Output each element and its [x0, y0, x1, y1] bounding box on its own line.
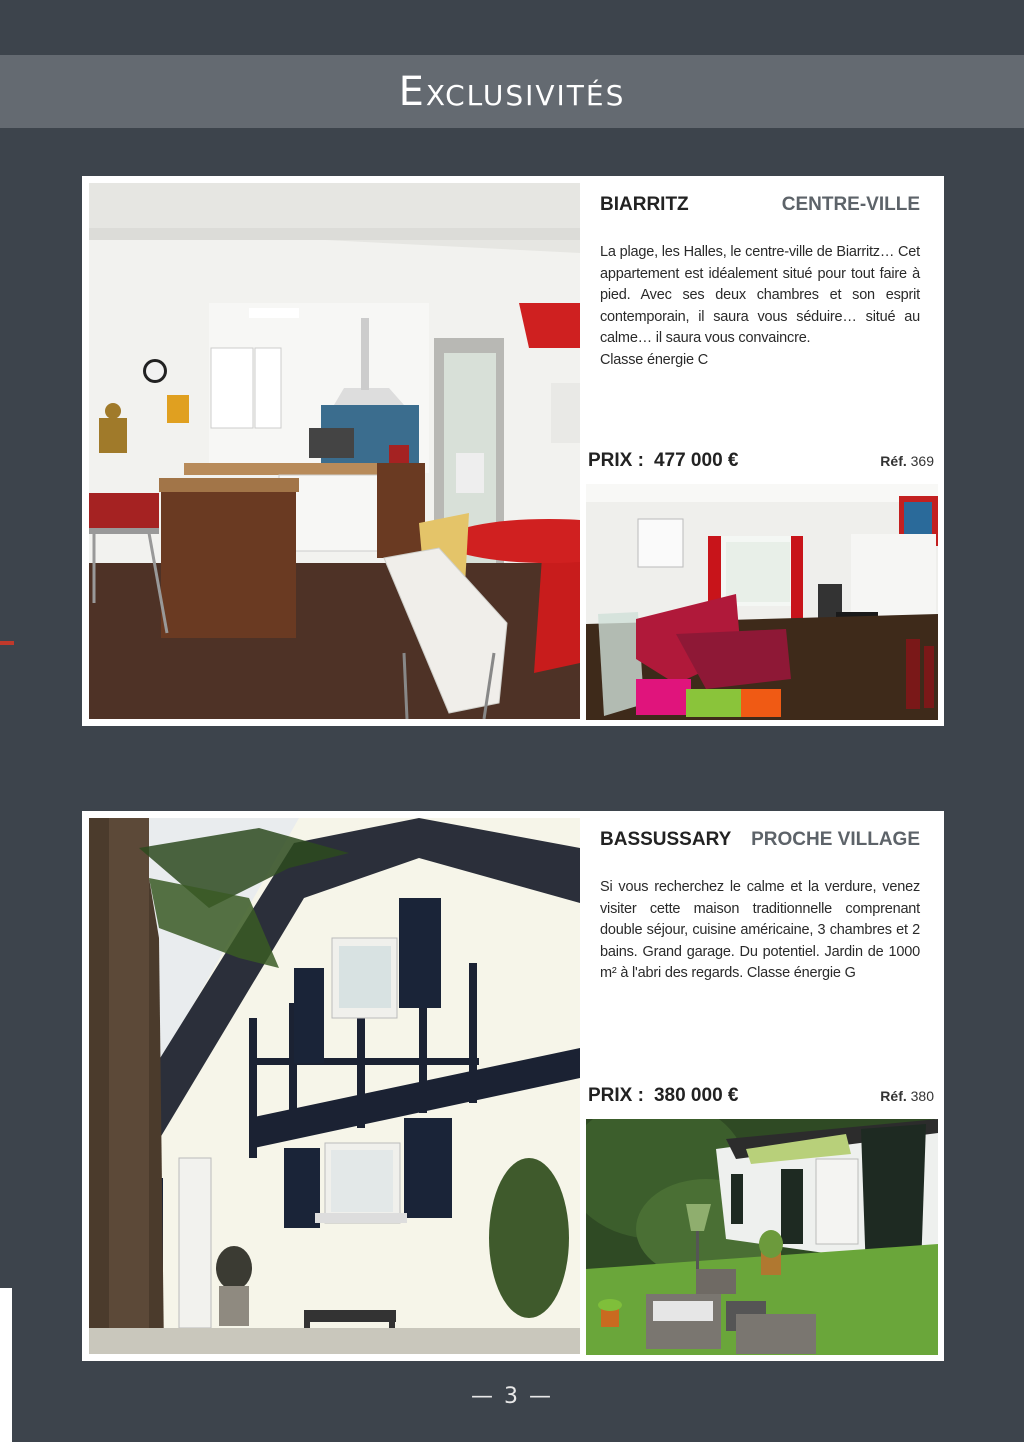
- listing-card-bassussary[interactable]: [82, 811, 944, 1361]
- page-number: — 3 —: [471, 1384, 553, 1409]
- listing-header: [600, 829, 920, 855]
- listing-district: PROCHE VILLAGE: [751, 829, 920, 850]
- listing-card-biarritz[interactable]: [82, 176, 944, 726]
- price-label: PRIX :: [588, 450, 644, 471]
- ref-value: 380: [910, 1088, 934, 1104]
- description-text: La plage, les Halles, le centre-ville de Biarritz… Cet appartement est idéalement situé pour tout faire à pied. Avec ses deux chambres et son esprit contemporain, il saura vous séduire… situé au calme… il saura vous convaincre.: [600, 244, 920, 346]
- price-row: [588, 450, 934, 476]
- listing-description: [600, 242, 920, 371]
- energy-class: Classe énergie C: [600, 351, 709, 368]
- price: [588, 450, 738, 472]
- header-band: [0, 55, 1024, 128]
- price-label: PRIX :: [588, 1085, 644, 1106]
- living-room-photo: [586, 484, 938, 720]
- listing-district: CENTRE-VILLE: [781, 194, 920, 215]
- kitchen-dining-photo: [89, 183, 580, 719]
- reference: [880, 453, 934, 469]
- listing-city: BASSUSSARY: [600, 829, 732, 850]
- listing-header: [600, 194, 920, 220]
- ref-label: Réf.: [880, 1088, 907, 1104]
- listing-description: [600, 877, 920, 985]
- ref-label: Réf.: [880, 453, 907, 469]
- price-value: 477 000 €: [653, 450, 739, 471]
- side-accent-mark: [0, 641, 14, 645]
- price-value: 380 000 €: [653, 1085, 739, 1106]
- description-text: Si vous recherchez le calme et la verdure, venez visiter cette maison traditionnelle comprenant double séjour, cuisine américaine, 3 chambres et 2 bains. Grand garage. Du potentiel. Jardin de 1000 m² à l'abri des regards. Classe énergie G: [600, 879, 920, 981]
- price-row: [588, 1085, 934, 1111]
- house-exterior-photo: [89, 818, 580, 1354]
- garden-terrace-photo: [586, 1119, 938, 1355]
- price: [588, 1085, 738, 1107]
- listing-city: BIARRITZ: [600, 194, 689, 215]
- page-title: Exclusivités: [398, 68, 626, 115]
- ref-value: 369: [910, 453, 934, 469]
- side-white-strip: [0, 1288, 12, 1442]
- reference: [880, 1088, 934, 1104]
